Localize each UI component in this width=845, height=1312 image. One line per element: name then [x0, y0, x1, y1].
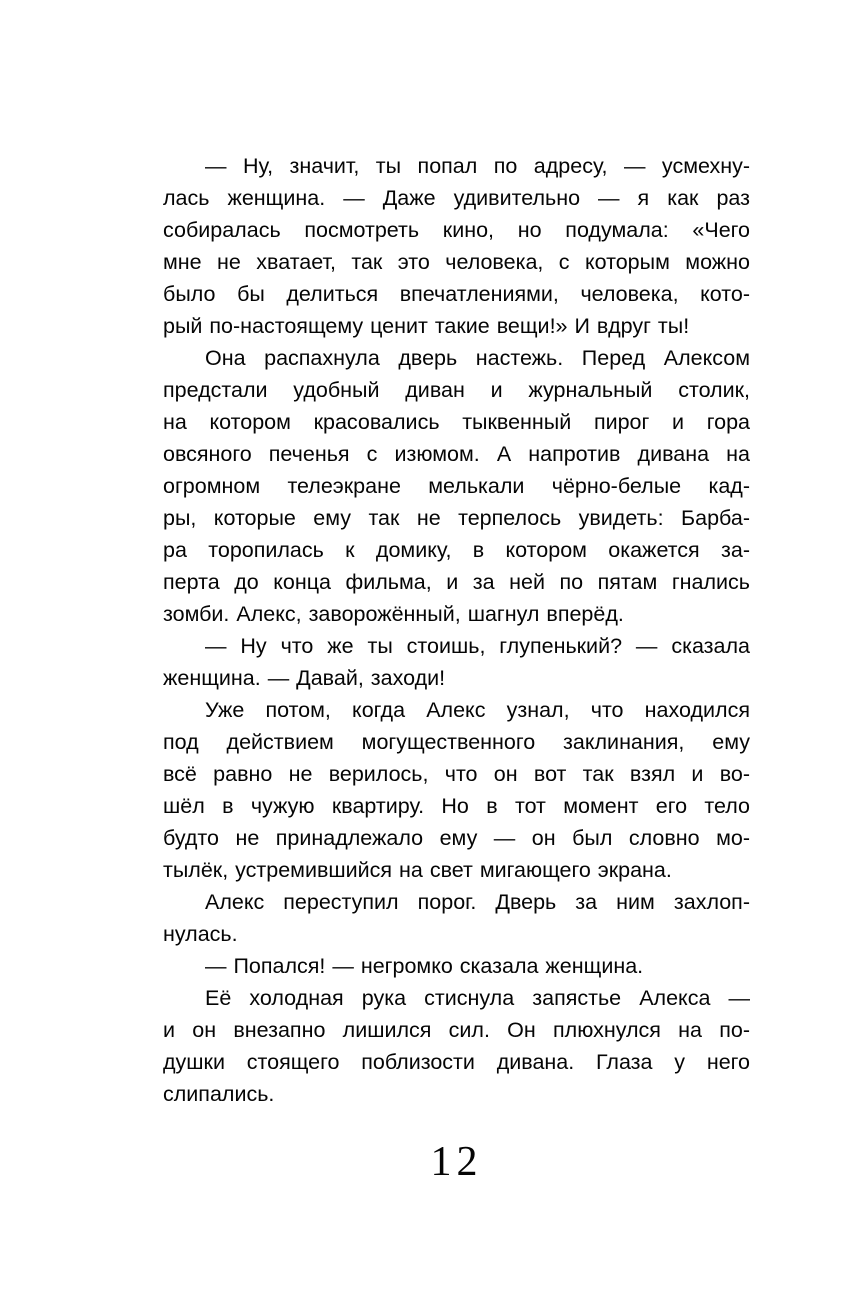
text-line: на котором красовались тыквенный пирог и гора	[163, 410, 750, 434]
text-line: — Ну что же ты стоишь, глупенький? — сказала	[205, 634, 750, 658]
text-line: зомби. Алекс, заворожённый, шагнул вперёд.	[163, 602, 624, 626]
text-line: лась женщина. — Даже удивительно — я как раз	[163, 186, 750, 210]
text-line: Алекс переступил порог. Дверь за ним захлоп-	[205, 890, 750, 914]
text-line: предстали удобный диван и журнальный столик,	[163, 378, 750, 402]
text-line: ра торопилась к домику, в котором окажется за-	[163, 538, 750, 562]
text-line: было бы делиться впечатлениями, человека, кото-	[163, 282, 750, 306]
text-line: всё равно не верилось, что он вот так взял и во-	[163, 762, 750, 786]
text-line: нулась.	[163, 922, 238, 946]
text-line: будто не принадлежало ему — он был словно мо-	[163, 826, 750, 850]
text-line: Она распахнула дверь настежь. Перед Алексом	[205, 346, 750, 370]
text-line: перта до конца фильма, и за ней по пятам гнались	[163, 570, 750, 594]
paragraph	[163, 630, 750, 694]
text-line: — Попался! — негромко сказала женщина.	[205, 954, 644, 978]
text-line: под действием могущественного заклинания, ему	[163, 730, 750, 754]
text-line: и он внезапно лишился сил. Он плюхнулся на по-	[163, 1018, 750, 1042]
paragraph	[163, 694, 750, 886]
paragraph	[163, 982, 750, 1110]
text-line: собиралась посмотреть кино, но подумала: «Чего	[163, 218, 750, 242]
text-line: Её холодная рука стиснула запястье Алекса —	[205, 986, 750, 1010]
text-line: женщина. — Давай, заходи!	[163, 666, 446, 690]
paragraph	[163, 886, 750, 950]
text-line: шёл в чужую квартиру. Но в тот момент его тело	[163, 794, 750, 818]
text-line: душки стоящего поблизости дивана. Глаза у него	[163, 1050, 750, 1074]
page-number: 12	[430, 1139, 483, 1185]
page-text-block	[163, 150, 750, 1110]
paragraph	[163, 342, 750, 630]
paragraph	[163, 950, 750, 982]
text-line: ры, которые ему так не терпелось увидеть: Барба-	[163, 506, 750, 530]
text-line: слипались.	[163, 1082, 275, 1106]
paragraph	[163, 150, 750, 342]
text-line: овсяного печенья с изюмом. А напротив дивана на	[163, 442, 750, 466]
text-line: — Ну, значит, ты попал по адресу, — усмехну-	[205, 154, 750, 178]
text-line: мне не хватает, так это человека, с которым можно	[163, 250, 750, 274]
text-line: тылёк, устремившийся на свет мигающего экрана.	[163, 858, 672, 882]
text-line: Уже потом, когда Алекс узнал, что находился	[205, 698, 750, 722]
text-line: рый по-настоящему ценит такие вещи!» И вдруг ты!	[163, 314, 690, 338]
text-line: огромном телеэкране мелькали чёрно-белые кад-	[163, 474, 750, 498]
